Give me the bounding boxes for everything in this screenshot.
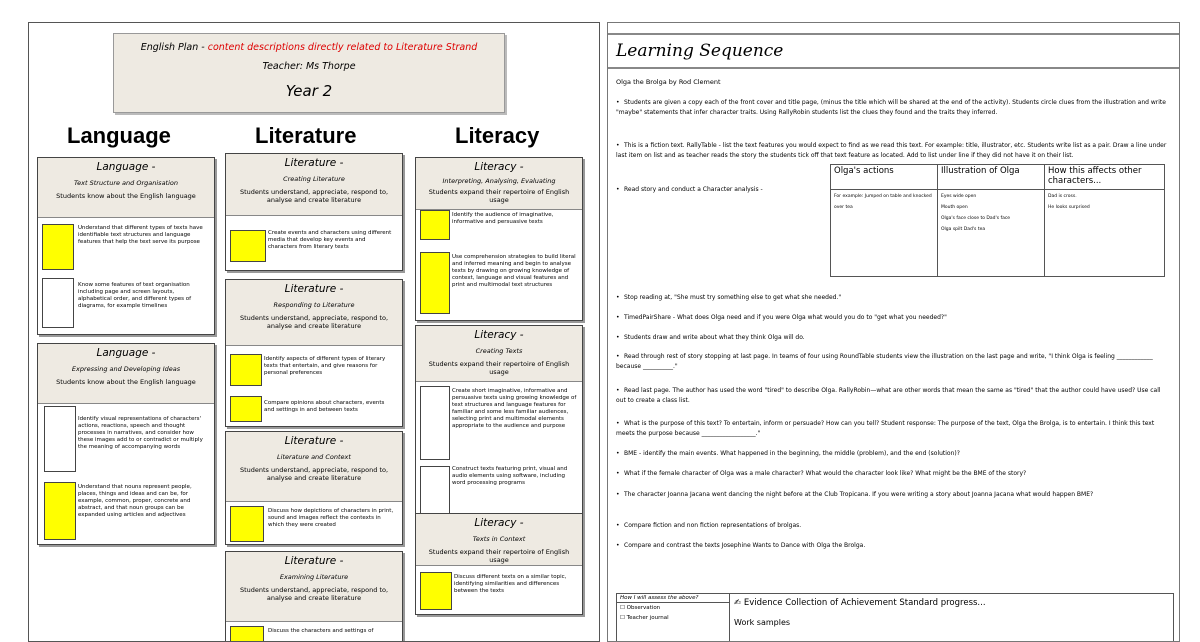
card-subtitle: Examining Literature [279, 573, 349, 581]
literacy-card-interpreting [415, 157, 583, 321]
sequence-bullet: • Compare fiction and non fiction representations of brolgas. [616, 522, 802, 529]
language-card-structure [37, 157, 215, 335]
card-desc: Students understand, appreciate, respond to, analyse and create literature [239, 466, 389, 482]
assessment-option[interactable]: ☐ Teacher journal [620, 615, 669, 621]
checkbox-square[interactable] [420, 466, 450, 518]
literature-card-creating [225, 153, 403, 271]
literature-card-responding [225, 279, 403, 427]
assessment-header: How I will assess the above? [617, 594, 729, 603]
checkbox-square[interactable] [42, 224, 74, 270]
sequence-bullet: • BME - identify the main events. What happened in the beginning, the middle (problem), and the end (solution)? [616, 450, 960, 457]
literacy-heading: Literacy [455, 123, 540, 148]
card-title: Language - [96, 347, 156, 359]
sequence-bullet: • Read through rest of story stopping at last page. In teams of four using RoundTable students view the illustration on the last page and write, "I think Olga is feeling ____________ because __________." [616, 353, 1153, 370]
card-subtitle: Text Structure and Organisation [73, 179, 178, 187]
work-samples-label: Work samples [734, 618, 791, 627]
card-desc: Students know about the English language [56, 378, 196, 386]
card-title: Literacy - [474, 329, 524, 341]
checkbox-square[interactable] [44, 406, 76, 472]
content-description: Discuss how depictions of characters in print, sound and images reflect the contexts in which they were created [268, 508, 394, 528]
table-cell: For example: Jumped on table and knocked over tea [831, 190, 938, 277]
sequence-title-bar [608, 33, 1179, 69]
literature-card-examining [225, 551, 403, 642]
checkbox-square[interactable] [230, 354, 262, 386]
sequence-bullet: • Read last page. The author has used the word "tired" to describe Olga. RallyRobin—what are other words that mean the same as "tired" that the author could have used? Use call out to create a class list. [616, 387, 1161, 404]
year-label: Year 2 [285, 82, 333, 100]
card-title: Literature - [284, 283, 344, 295]
checkbox-square[interactable] [420, 252, 450, 314]
english-plan-page [28, 22, 600, 642]
card-title: Literacy - [474, 517, 524, 529]
literature-heading: Literature [255, 123, 357, 148]
table-cell: Eyes wide open Mouth open Olga's face close to Dad's face Olga spilt Dad's tea [938, 190, 1045, 277]
checkbox-square[interactable] [44, 482, 76, 540]
card-subtitle: Literature and Context [277, 453, 351, 461]
sequence-bullet: • TimedPairShare - What does Olga need and if you were Olga what would you do to "get what you needed?" [616, 314, 947, 321]
content-description: Know some features of text organisation including page and screen layouts, alphabetical order, and different types of diagrams, for example timelines [78, 282, 192, 309]
card-title: Literature - [284, 435, 344, 447]
content-description: Identify visual representations of characters' actions, reactions, speech and thought processes in narratives, and consider how these images add to or contradict or multiply the meaning of accompanying words [78, 416, 203, 450]
plan-prefix: English Plan - [140, 42, 208, 53]
literacy-card-context [415, 513, 583, 615]
content-description: Understand that different types of texts have identifiable text structures and language features that help the text serve its purpose [78, 225, 203, 245]
card-title: Literature - [284, 555, 344, 567]
card-subtitle: Creating Literature [283, 175, 345, 183]
card-desc: Students understand, appreciate, respond to, analyse and create literature [239, 188, 389, 204]
content-description: Discuss different texts on a similar topic, identifying similarities and differences between the texts [454, 574, 567, 594]
checkbox-square[interactable] [230, 506, 264, 542]
card-subtitle: Interpreting, Analysing, Evaluating [442, 177, 556, 185]
card-title: Literature - [284, 157, 344, 169]
card-desc: Students know about the English language [56, 192, 196, 200]
sequence-bullet: • The character Joanna Jacana went dancing the night before at the Club Tropicana. If you were writing a story about Joanna Jacana what would happen BME? [616, 491, 1094, 498]
table-header: Olga's actions [831, 165, 938, 190]
learning-sequence-page [607, 22, 1180, 642]
pencil-icon: ✍ [734, 598, 742, 608]
assessment-option[interactable]: ☐ Observation [620, 605, 661, 611]
card-desc: Students understand, appreciate, respond to, analyse and create literature [239, 586, 389, 602]
sequence-bullet: • Students are given a copy each of the front cover and title page, (minus the title which will be shared at the end of the activity). Students circle clues from the illustration and write "maybe" statements that infer character traits. Using RallyRobin students list the clues they found and the traits they inferred. [616, 99, 1166, 116]
literacy-card-creating [415, 325, 583, 523]
content-description: Discuss the characters and settings of [268, 628, 374, 634]
table-cell: Dad is cross. He looks surprised [1045, 190, 1165, 277]
content-description: Construct texts featuring print, visual and audio elements using software, including word processing programs [452, 466, 568, 486]
card-title: Language - [96, 161, 156, 173]
literature-card-context [225, 431, 403, 545]
character-analysis-table [830, 164, 1165, 277]
book-title: Olga the Brolga by Rod Clement [616, 78, 721, 86]
sequence-bullet: • What if the female character of Olga was a male character? What would the character look like? What might be the BME of the story? [616, 470, 1027, 477]
sequence-title: Learning Sequence [616, 41, 784, 61]
content-description: Compare opinions about characters, events and settings in and between texts [264, 400, 385, 413]
content-description: Create events and characters using different media that develop key events and characters from literary texts [268, 230, 392, 250]
card-subtitle: Expressing and Developing Ideas [71, 365, 181, 373]
assessment-box [616, 593, 730, 642]
content-description: Identify the audience of imaginative, informative and persuasive texts [452, 212, 554, 225]
plan-red-text: content descriptions directly related to Literature Strand [207, 42, 478, 53]
table-header: How this affects other characters... [1045, 165, 1165, 190]
sequence-bullet: • This is a fiction text. RallyTable - list the text features you would expect to find as we read this text. For example: title, illustrator, etc. Students write list as a pair. Draw a line under last item on list and as teacher reads the story the students tick off that text feature as located. Add to list under line if they did not have it on their list. [616, 142, 1167, 159]
checkbox-square[interactable] [230, 230, 266, 262]
evidence-box [728, 593, 1174, 642]
content-description: Understand that nouns represent people, places, things and ideas and can be, for example, common, proper, concrete and abstract, and that noun groups can be expanded using articles and adjectives [78, 484, 192, 518]
evidence-label: Evidence Collection of Achievement Standard progress... [743, 598, 986, 608]
card-desc: Students expand their repertoire of English usage [428, 548, 570, 564]
checkbox-square[interactable] [230, 396, 262, 422]
sequence-bullet: • Stop reading at, "She must try something else to get what she needed." [616, 294, 842, 301]
content-description: Identify aspects of different types of literary texts that entertain, and give reasons for personal preferences [264, 356, 386, 376]
teacher-name: Teacher: Ms Thorpe [262, 61, 356, 72]
content-description: Create short imaginative, informative and persuasive texts using growing knowledge of text structures and language features for familiar and some less familiar audiences, selecting print and multimodal elements appropriate to the audience and purpose [452, 388, 577, 429]
card-desc: Students expand their repertoire of English usage [428, 360, 570, 376]
sequence-bullet: • Read story and conduct a Character analysis - [616, 186, 763, 193]
sequence-bullet: • What is the purpose of this text? To entertain, inform or persuade? How can you tell? Student response: The purpose of the text, Olga the Brolga, is to entertain. I think this text meets the purpose because __________________." [616, 420, 1155, 437]
checkbox-square[interactable] [420, 572, 452, 610]
card-desc: Students understand, appreciate, respond to, analyse and create literature [239, 314, 389, 330]
checkbox-square[interactable] [42, 278, 74, 328]
language-heading: Language [67, 123, 171, 148]
checkbox-square[interactable] [420, 210, 450, 240]
card-title: Literacy - [474, 161, 524, 173]
checkbox-square[interactable] [420, 386, 450, 460]
plan-header [113, 33, 505, 113]
table-header: Illustration of Olga [938, 165, 1045, 190]
sequence-bullet: • Students draw and write about what they think Olga will do. [616, 334, 805, 341]
card-subtitle: Responding to Literature [273, 301, 355, 309]
card-desc: Students expand their repertoire of English usage [428, 188, 570, 204]
sequence-bullet: • Compare and contrast the texts Josephine Wants to Dance with Olga the Brolga. [616, 542, 866, 549]
card-subtitle: Creating Texts [475, 347, 523, 355]
content-description: Use comprehension strategies to build literal and inferred meaning and begin to analyse texts by drawing on growing knowledge of context, language and visual features and print and multimodal text structures [452, 254, 576, 288]
language-card-expressing [37, 343, 215, 545]
checkbox-square[interactable] [230, 626, 264, 642]
card-subtitle: Texts in Context [472, 535, 526, 543]
